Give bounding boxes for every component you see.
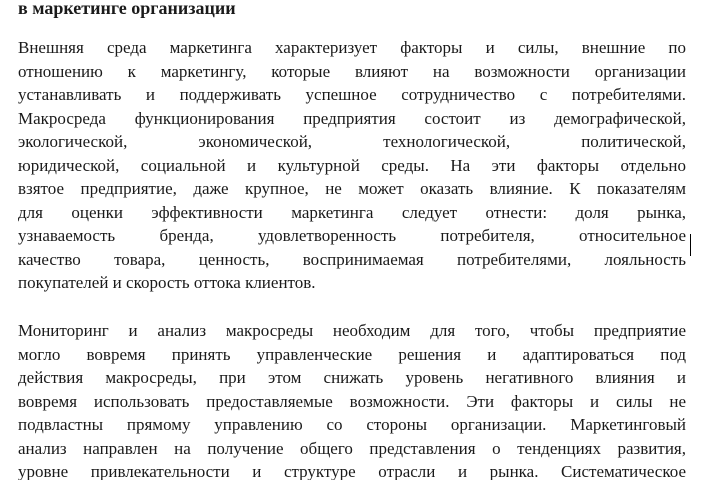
paragraph-2 <box>18 319 686 480</box>
section-heading: в маркетинге организации <box>18 0 236 18</box>
text-line: вовремя использовать предоставляемые возможности. Эти факторы и силы не <box>18 391 686 411</box>
text-line: подвластны прямому управлению со стороны организации. Маркетинговый <box>18 415 686 434</box>
paragraph-1 <box>18 36 686 295</box>
text-line: Мониторинг и анализ макросреды необходим для того, чтобы предприятие <box>18 321 686 340</box>
text-line: устанавливать и поддерживать успешное сотрудничество с потребителями. <box>18 85 686 104</box>
text-line: экологической, экономической, технологической, политической, <box>18 132 686 151</box>
text-line: юридической, социальной и культурной среды. На эти факторы отдельно <box>18 155 686 175</box>
text-line: Макросреда функционирования предприятия состоит из демографической, <box>18 108 686 128</box>
text-line: для оценки эффективности маркетинга следует отнести: доля рынка, <box>18 202 686 222</box>
text-line: анализ направлен на получение общего представления о тенденциях развития, <box>18 438 686 458</box>
text-line: взятое предприятие, даже крупное, не может оказать влияние. К показателям <box>18 179 686 198</box>
text-line: действия макросреды, при этом снижать уровень негативного влияния и <box>18 368 686 387</box>
text-line: узнаваемость бренда, удовлетворенность потребителя, относительное <box>18 226 686 245</box>
text-cursor <box>690 234 691 256</box>
text-line: качество товара, ценность, воспринимаемая потребителями, лояльность <box>18 249 686 269</box>
text-line: Внешняя среда маркетинга характеризует факторы и силы, внешние по <box>18 38 686 57</box>
text-line: могло вовремя принять управленческие решения и адаптироваться под <box>18 344 686 364</box>
text-line: покупателей и скорость оттока клиентов. <box>18 273 316 292</box>
text-line: отношению к маркетингу, которые влияют на возможности организации <box>18 61 686 81</box>
text-line: уровне привлекательности и структуре отрасли и рынка. Систематическое <box>18 462 686 480</box>
